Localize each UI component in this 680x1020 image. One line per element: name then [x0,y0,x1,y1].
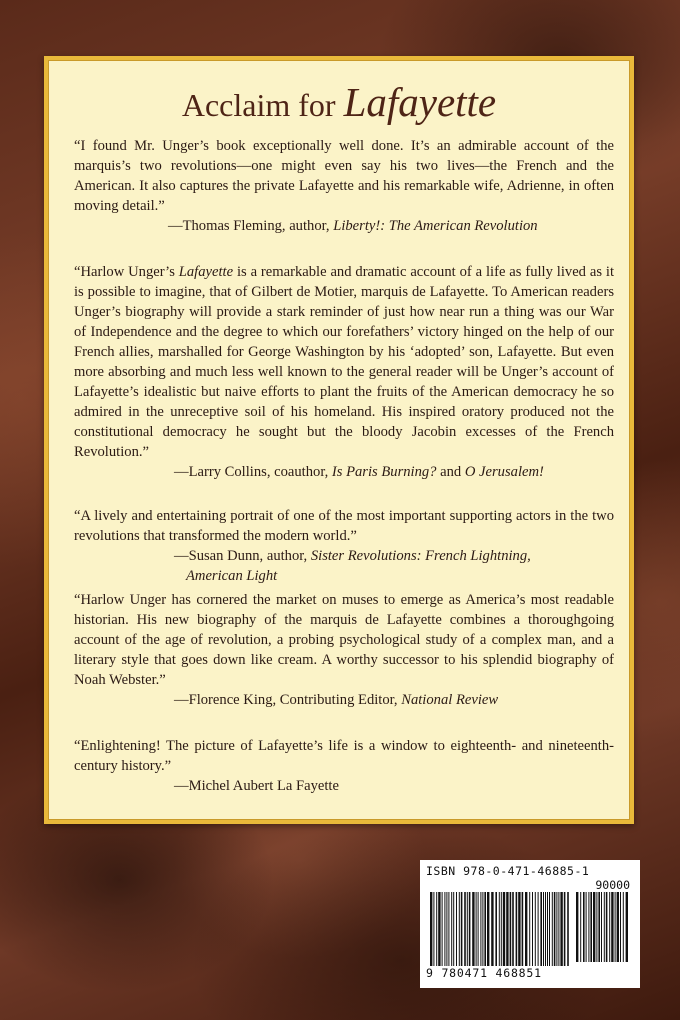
quote-text-italic: Lafayette [178,264,234,280]
barcode-bar [545,892,546,966]
barcode-bar [522,892,524,966]
barcode-bar [532,892,533,966]
barcode-bar [433,892,434,966]
quote-collins [74,262,614,482]
isbn-label: ISBN 978-0-471-46885-1 [426,864,590,878]
quote-dunn [74,506,614,586]
barcode-bar [467,892,468,966]
barcode-bar [615,892,616,962]
barcode-bar [593,892,595,962]
barcode-bar [487,892,489,966]
barcode-bar [453,892,454,966]
barcode-bar [604,892,605,962]
quote-king [74,590,614,710]
barcode-bar [538,892,539,966]
barcode-bar [609,892,610,962]
barcode-bar [576,892,578,962]
barcode-bar [448,892,449,966]
barcode-bar [606,892,608,962]
barcode-bar [583,892,585,962]
barcode-bar [611,892,613,962]
acclaim-panel [44,56,634,824]
barcode-bar [556,892,557,966]
barcode-bar [601,892,602,962]
isbn-barcode [420,860,640,988]
barcode-bar [430,892,432,966]
barcode-bar [567,892,569,966]
quote-attribution [74,216,614,236]
barcode-bar [586,892,587,962]
barcode-bar [503,892,505,966]
quote-text: “Enlightening! The picture of Lafayette’s life is a window to eighteenth- and nineteenth-century history.” [74,738,614,774]
title-prefix: Acclaim for [181,87,336,123]
barcode-bar [482,892,483,966]
barcode-bar [472,892,474,966]
barcode-bar [617,892,619,962]
barcode-bar [444,892,445,966]
barcode-bar [456,892,457,966]
barcode-main-bars [430,892,570,966]
barcode-bar [516,892,518,966]
barcode-bar [438,892,440,966]
barcode-bar [580,892,581,962]
barcode-bar [529,892,530,966]
barcode-bar [459,892,460,966]
quote-text: “A lively and entertaining portrait of one of the most important supporting actors in the two revolutions that transformed the modern world.” [74,508,614,544]
barcode-bar [506,892,508,966]
quote-attribution [74,462,614,482]
barcode-bar [510,892,512,966]
attribution-work: Is Paris Burning? [331,464,437,480]
page-title [48,79,630,125]
barcode-bar [547,892,548,966]
barcode-bar [549,892,550,966]
barcode-bar [480,892,481,966]
attribution-name: —Thomas Fleming, author, [168,218,334,234]
barcode-bar [554,892,556,966]
barcode-bar [476,892,477,966]
barcode-bar [620,892,621,962]
quote-attribution [74,546,614,586]
ean-digits: 9 780471 468851 [426,966,542,980]
price-code: 90000 [595,878,630,892]
barcode-bar [518,892,520,966]
title-book-name: Lafayette [343,79,497,125]
barcode-bar [469,892,471,966]
attribution-name: —Florence King, Contributing Editor, [174,692,402,708]
barcode-bar [564,892,566,966]
attribution-work: National Review [401,692,499,708]
barcode-bar [484,892,486,966]
barcode-bar [560,892,562,966]
barcode-bar [535,892,536,966]
quote-text-part: “Harlow Unger’s [74,264,179,280]
quote-fleming [74,136,614,236]
barcode-bar [596,892,597,962]
attribution-work-2: O Jerusalem! [464,464,544,480]
barcode-bar [626,892,628,962]
barcode-bar [499,892,500,966]
attribution-work: Sister Revolutions: French Lightning, [310,548,531,564]
barcode-bar [478,892,479,966]
barcode-bar [598,892,600,962]
quote-text [74,262,614,462]
barcode-bar [436,892,437,966]
attribution-work: Liberty!: The American Revolution [333,218,538,234]
attribution-work-continued: American Light [186,568,278,584]
barcode-bar [501,892,502,966]
attribution-name: —Susan Dunn, author, [174,548,311,564]
barcode-bar [623,892,624,962]
barcode-bar [464,892,466,966]
barcode-bar [552,892,553,966]
attribution-name: —Larry Collins, coauthor, [174,464,332,480]
barcode-bar [543,892,544,966]
attribution-joiner: and [436,464,465,480]
barcode-bar [558,892,559,966]
barcode-bar [446,892,447,966]
barcode-bar [461,892,463,966]
barcode-bar [590,892,592,962]
quote-text: “Harlow Unger has cornered the market on muses to emerge as America’s most readable historian. His new biography of the marquis de Lafayette combines a thoroughgoing account of the age of revolution, a probing psychological study of a complex man, and a literary style that goes down like cream. A worthy successor to his splendid biography of Noah Webster.” [74,592,614,688]
quote-text-part: is a remarkable and dramatic account of a life as fully lived as it is possible to imagine, that of Gilbert de Motier, marquis de Lafayette. To American readers Unger’s biography will provide a stark reminder of just how near run a thing was our War of Independence and the degree to which our forefathers’ victory hinged on the help of our French allies, marshalled for George Washington by his ‘adopted’ son, Lafayette. But even more absorbing and much less well known to the general reader will be Unger’s account of Lafayette’s idealistic but naive efforts to plant the fruits of the American democracy he so admired in the unreceptive soil of his homeland. His inspired oratory produced not the constitutional democracy he sought but the bloody Jacobin excesses of the French Revolution.” [74,264,614,460]
barcode-bar [512,892,514,966]
barcode-bar [540,892,542,966]
barcode-bar [495,892,497,966]
barcode-bar [525,892,527,966]
quote-text: “I found Mr. Unger’s book exceptionally well done. It’s an admirable account of the marquis’s two revolutions—one might even say his two lives—the French and the American. It also captures the private Lafayette and his remarkable wife, Adrienne, in often moving detail.” [74,138,614,214]
quote-attribution: —Michel Aubert La Fayette [174,778,339,794]
barcode-bar [442,892,443,966]
quote-la-fayette [74,736,614,796]
barcode-bar [491,892,493,966]
barcode-addon-bars [576,892,628,962]
barcode-bar [451,892,452,966]
barcode-bar [588,892,589,962]
quote-attribution [74,690,614,710]
